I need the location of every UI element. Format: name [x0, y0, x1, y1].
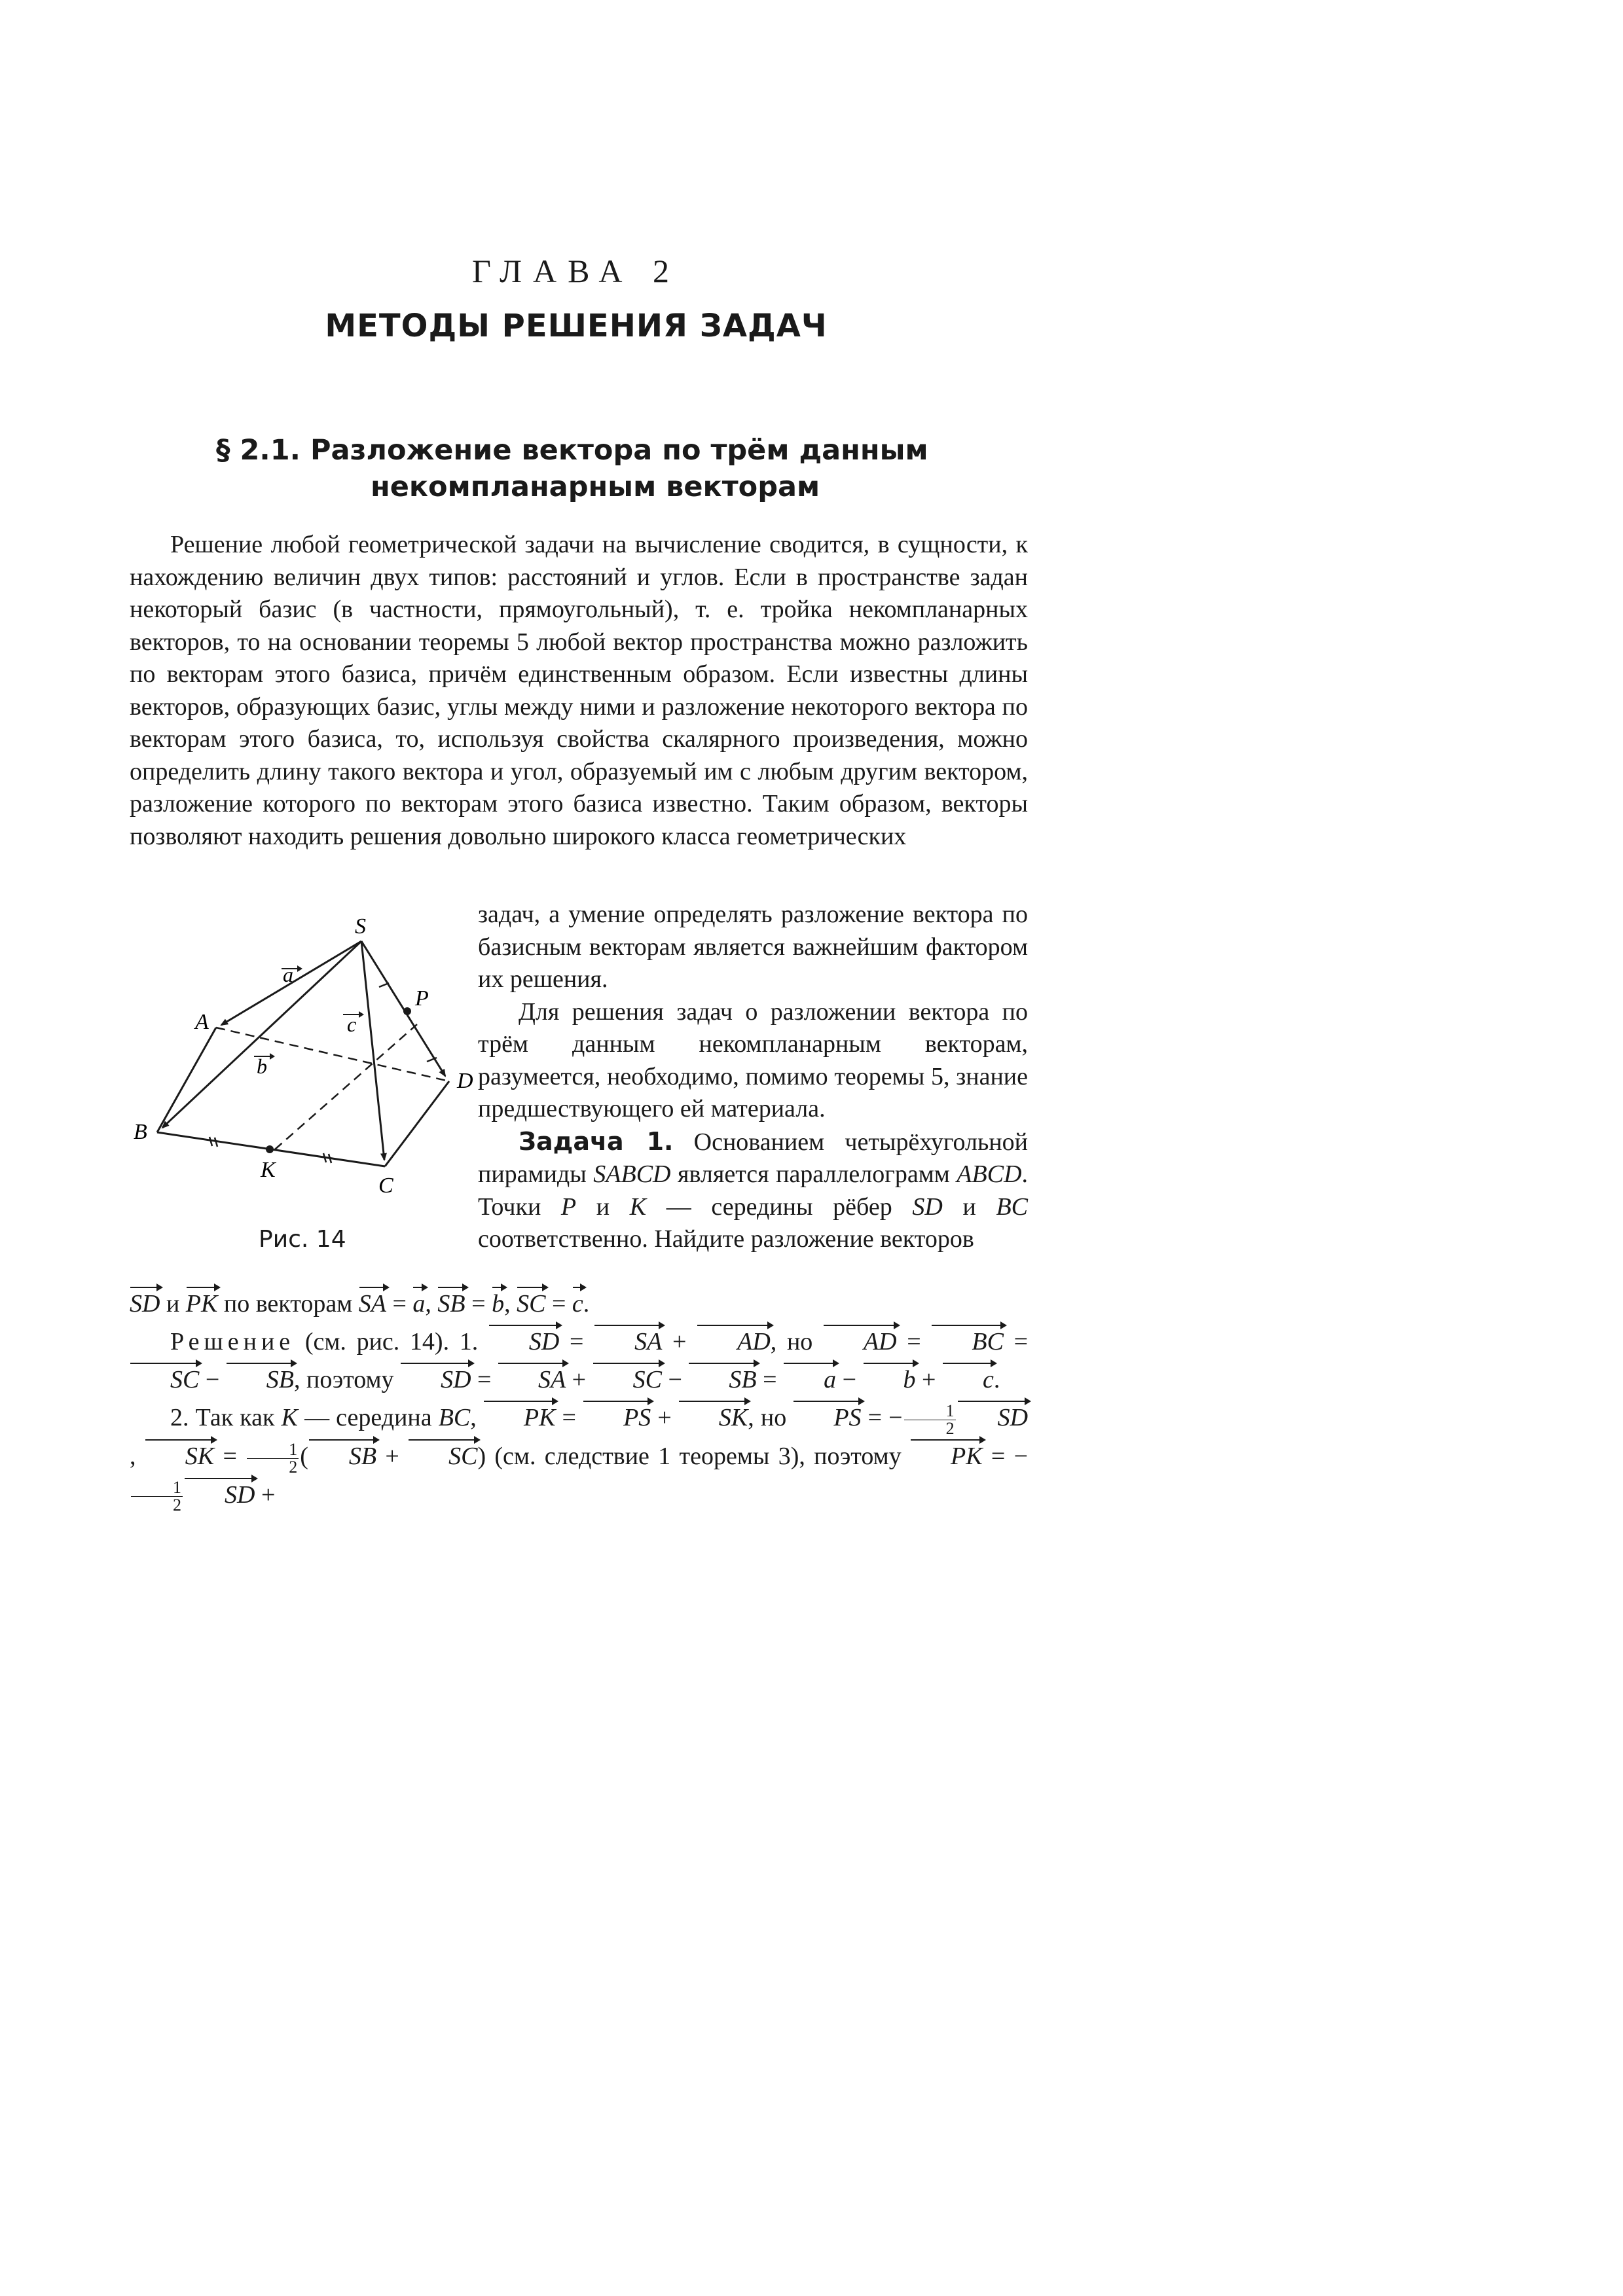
label-a: A — [195, 1010, 209, 1034]
problem-label: Задача 1. — [519, 1126, 674, 1156]
solution-label: Решение — [170, 1328, 295, 1355]
section-title-line2: некомпланарным векторам — [371, 471, 820, 503]
edge-ab — [157, 1028, 216, 1132]
edge-ad-hidden — [216, 1028, 449, 1081]
intro-p1: Решение любой геометрической задачи на вычисление сводится, в сущности, к нахождению величин двух типов: расстояний и углов. Если в пространстве задан некоторый базис (в частности, прямоугольный), т. е. тройка некомпланарных векторов, то на основании теоремы 5 любой вектор пространства можно разложить по векторам этого базиса, причём единственным образом. Если известны длины векторов, образующих базис, углы между ними и разложение некоторого вектора по векторам этого базиса, то, используя свойства скалярного произведения, можно определить длину такого вектора и угол, образуемый им с любым другим вектором, разложение которого по векторам этого базиса известно. Таким образом, векторы позволяют находить решения довольно широкого класса геометрических — [130, 531, 1028, 850]
label-c: C — [378, 1174, 393, 1198]
point-k — [266, 1145, 274, 1153]
figure-14 — [124, 910, 491, 1217]
label-d: D — [457, 1069, 473, 1093]
section-title-line1: Разложение вектора по трём данным — [310, 434, 928, 467]
vector-sb — [162, 941, 361, 1128]
intro-paragraph — [130, 529, 1028, 853]
section-number: § 2.1. — [216, 434, 301, 467]
chapter-label: ГЛАВА 2 — [472, 253, 680, 289]
right-column — [478, 899, 1028, 1256]
figure-caption: Рис. 14 — [259, 1226, 346, 1253]
label-k: K — [261, 1158, 276, 1182]
problem-continuation: SD и PK по векторам SA = a, SB = b, SC = c. Решение (см. рис. 14). 1. SD = SA + AD, но AD = BC = SC − SB, поэтому SD = SA + SC − SB = a − b + c. 2. Так как K — середина BC, PK = PS + SK, но PS = − $\frac{1}{2}$ SD, SK = $\frac{1}{2}$ ( SB + SC) (см. следствие 1 теоремы 3), поэтому PK = − $\frac{1}{2}$ SD + — [130, 1285, 1028, 1514]
label-a-vec: a — [283, 963, 293, 986]
label-c-vec: c — [347, 1013, 357, 1036]
point-p — [403, 1007, 411, 1015]
label-b: B — [134, 1120, 147, 1144]
intro-p2: Для решения задач о разложении вектора по трём данным некомпланарным векторам, разумеется, необходимо, помимо теоремы 5, знание предшествующего ей материала. — [478, 997, 1028, 1122]
label-p: P — [415, 986, 429, 1011]
problem-1: Задача 1. Основанием четырёхугольной пирамиды SABCD является параллелограмм ABCD. Точки P и K — середины рёбер SD и BC соответственно. Найдите разложение векторов — [478, 1126, 1029, 1253]
vector-pk-hidden — [275, 1024, 417, 1149]
solution-step2: 2. Так как K — середина BC, PK = PS + SK, но PS = − $\frac{1}{2}$ SD, SK = $\frac{1}{2}$ ( SB + SC) (см. следствие 1 теоремы 3), поэтому PK = − $\frac{1}{2}$ SD + — [130, 1399, 1028, 1514]
label-s: S — [355, 914, 366, 939]
chapter-title: МЕТОДЫ РЕШЕНИЯ ЗАДАЧ — [325, 308, 828, 344]
intro-p1-cont: задач, а умение определять разложение вектора по базисным векторам является важнейшим фактором их решения. — [478, 901, 1028, 993]
label-b-vec: b — [257, 1054, 267, 1078]
section-title — [216, 432, 936, 505]
solution-step1: Решение (см. рис. 14). 1. SD = SA + AD, но AD = BC = SC − SB, поэтому SD = SA + SC − SB = a − b + c. — [130, 1323, 1028, 1399]
edge-cd — [385, 1081, 449, 1166]
